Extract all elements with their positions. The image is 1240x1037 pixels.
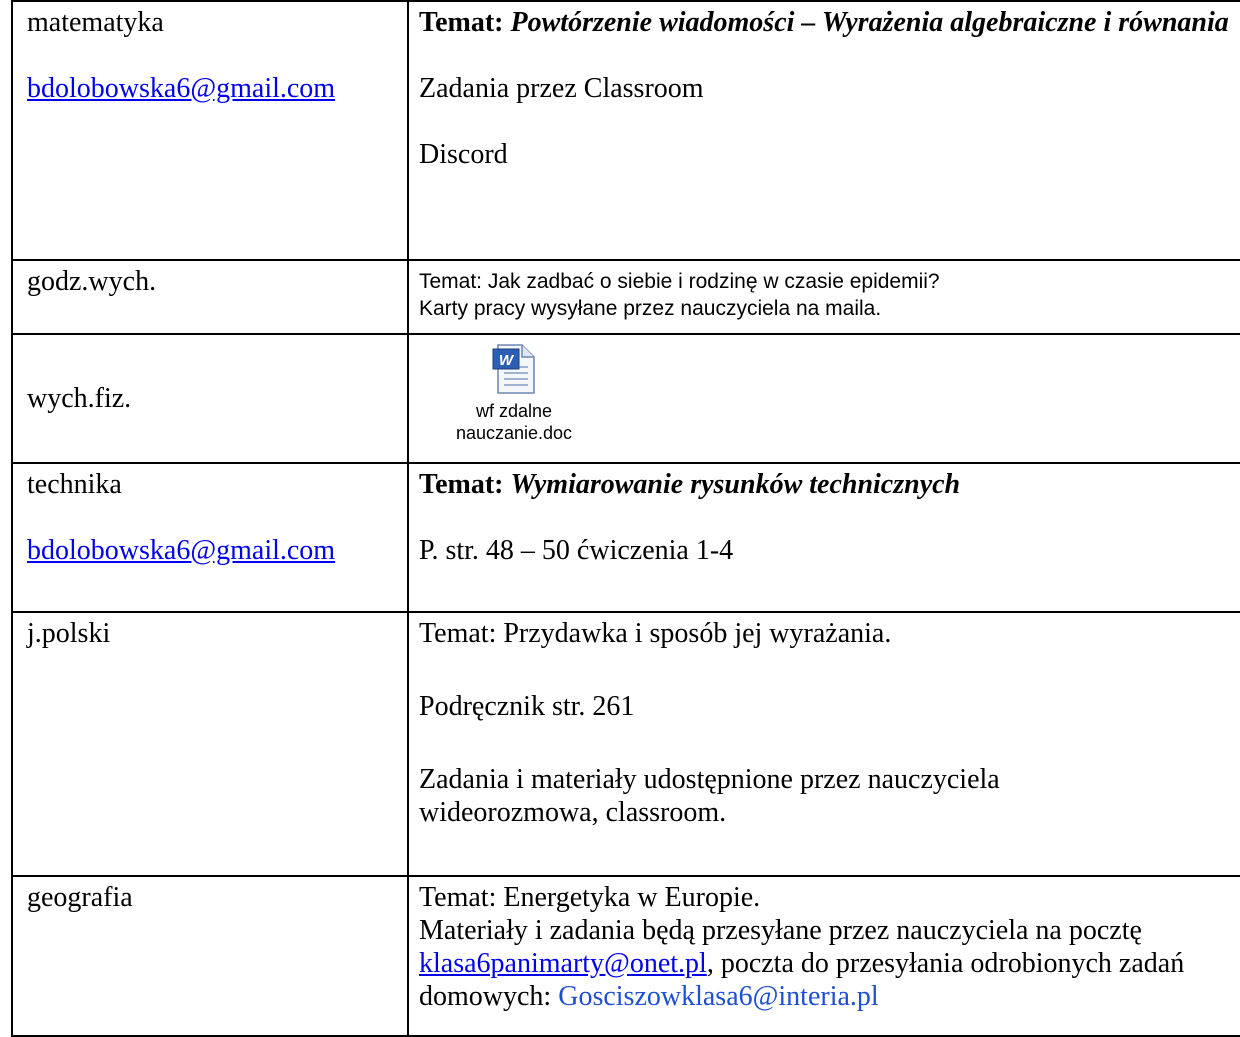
content-line: Zadania przez Classroom [419,73,704,104]
homework-email-link[interactable]: Gosciszowklasa6@interia.pl [558,981,879,1012]
topic-title: Powtórzenie wiadomości – Wyrażenia algebraiczne i równania [510,7,1229,38]
table-row [12,334,1240,463]
topic-prefix: Temat: [419,469,511,500]
topic-heading [419,6,1240,39]
content-line: Temat: Jak zadbać o siebie i rodzinę w czasie epidemii? [419,270,940,293]
content-line: Podręcznik str. 261 [419,691,635,722]
subject-cell [12,1,408,260]
topic-heading [419,468,1240,501]
content-line: Discord [419,139,508,170]
teacher-email-link[interactable]: bdolobowska6@gmail.com [27,535,336,566]
content-text: Materiały i zadania będą przesyłane przez nauczyciela na pocztę [419,915,1142,946]
content-text: , poczta do przesyłania odrobionych zadań domowych: [419,948,1185,1012]
table-row [12,612,1240,876]
content-line: Temat: Energetyka w Europie. [419,882,761,913]
content-cell [408,876,1240,1036]
subject-label: godz.wych. [27,266,157,297]
subject-label: geografia [27,882,133,913]
table-row [12,876,1240,1036]
file-name-line: wf zdalne [475,401,553,421]
subject-label: wych.fiz. [27,383,132,414]
subject-cell [12,334,408,463]
teacher-email-link[interactable]: bdolobowska6@gmail.com [27,73,336,104]
subject-cell [12,260,408,334]
topic-title: Wymiarowanie rysunków technicznych [510,469,961,500]
subject-label: technika [27,469,122,500]
lesson-table [11,0,1240,1037]
content-line: Zadania i materiały udostępnione przez nauczyciela wideorozmowa, classroom. [419,764,1000,828]
table-row [12,1,1240,260]
content-line: Karty pracy wysyłane przez nauczyciela na maila. [419,297,882,320]
content-cell [408,1,1240,260]
subject-cell [12,612,408,876]
subject-cell [12,463,408,612]
class-email-link[interactable]: klasa6panimarty@onet.pl [419,948,707,979]
word-document-icon [492,343,536,400]
table-row [12,463,1240,612]
attached-file[interactable] [439,335,589,444]
content-cell [408,463,1240,612]
subject-label: matematyka [27,7,164,38]
svg-text:W: W [498,352,514,369]
content-line: Temat: Przydawka i sposób jej wyrażania. [419,618,892,649]
subject-label: j.polski [27,618,111,649]
content-cell [408,260,1240,334]
file-name-line: nauczanie.doc [455,423,573,443]
table-row [12,260,1240,334]
subject-cell [12,876,408,1036]
content-cell [408,612,1240,876]
content-cell [408,334,1240,463]
content-line: P. str. 48 – 50 ćwiczenia 1-4 [419,535,734,566]
topic-prefix: Temat: [419,7,511,38]
content-paragraph [419,914,1240,1013]
